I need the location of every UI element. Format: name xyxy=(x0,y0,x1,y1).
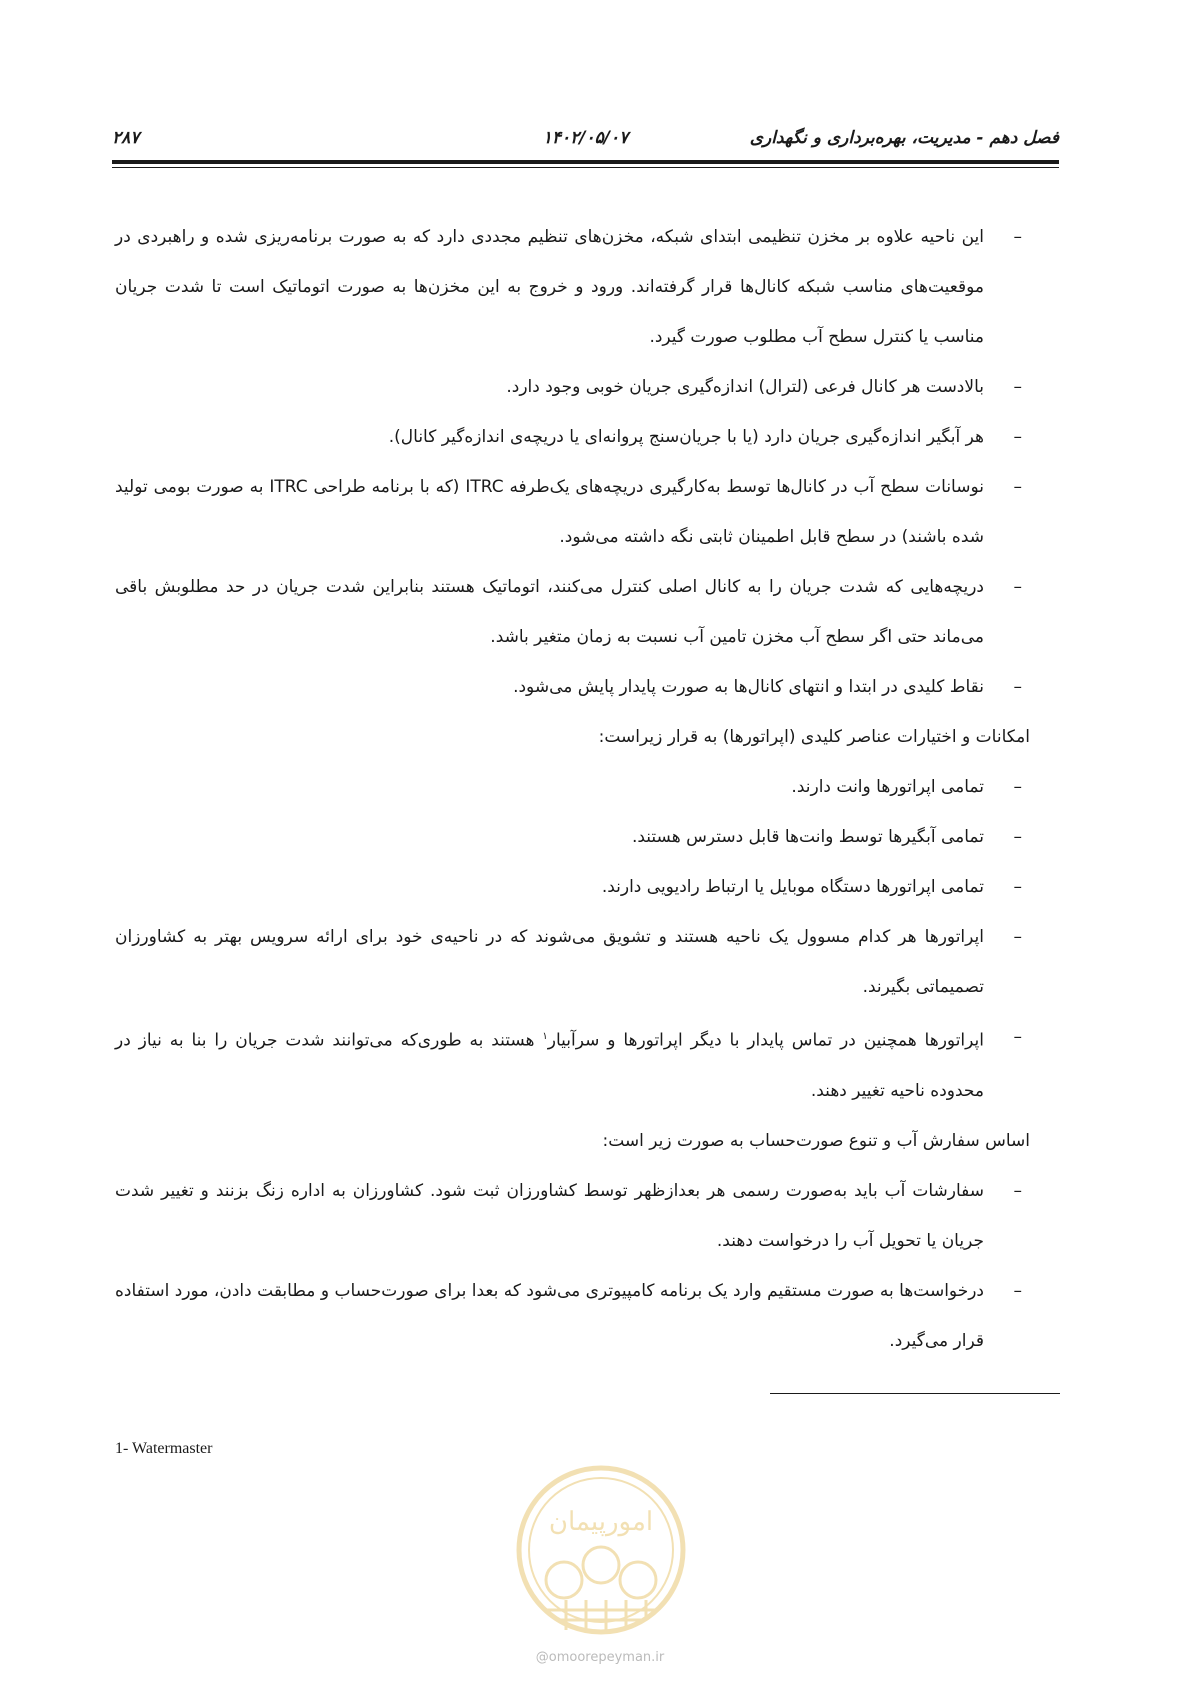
list-item-text: نقاط کلیدی در ابتدا و انتهای کانال‌ها به صورت پایدار پایش می‌شود. xyxy=(513,677,984,697)
list-item-text-end: هستند به طوری‌که می‌توانند شدت جریان را بنا به نیاز در محدوده ناحیه تغییر دهند. xyxy=(115,1030,984,1101)
list-item xyxy=(115,862,1030,912)
bullet-dash: – xyxy=(1013,1027,1022,1047)
document-body xyxy=(115,212,1030,1366)
footnote-rule xyxy=(770,1393,1060,1394)
bullet-dash: – xyxy=(1013,1180,1022,1201)
list-item xyxy=(115,662,1030,712)
list-item-text: تمامی آبگیرها توسط وانت‌ها قابل دسترس هستند. xyxy=(631,827,984,847)
page-header xyxy=(112,128,1059,154)
list-item-text: هر آبگیر اندازه‌گیری جریان دارد (یا با جریان‌سنج پروانه‌ای یا دریچه‌ی اندازه‌گیر کانال). xyxy=(388,427,984,447)
list-item-text: نوسانات سطح آب در کانال‌ها توسط به‌کارگیری دریچه‌های یک‌طرفه ITRC (که با برنامه طراحی ITRC به صورت بومی تولید شده باشند) در سطح قابل اطمینان ثابتی نگه داشته می‌شود. xyxy=(115,477,984,547)
bullet-dash: – xyxy=(1013,577,1022,597)
list-item-text: تمامی اپراتورها وانت دارند. xyxy=(791,777,984,797)
bullet-dash: – xyxy=(1013,377,1022,397)
list-item xyxy=(115,212,1030,362)
watermark-logo-text: امورپیمان xyxy=(548,1507,654,1537)
list-item-text: دریچه‌هایی که شدت جریان را به کانال اصلی کنترل می‌کنند، اتوماتیک هستند بنابراین شدت جریان در حد مطلوبش باقی می‌ماند حتی اگر سطح آب مخزن تامین آب نسبت به زمان متغیر باشد. xyxy=(115,577,984,647)
list-item xyxy=(115,812,1030,862)
list-item xyxy=(115,562,1030,662)
bullet-dash: – xyxy=(1013,477,1022,497)
list-item xyxy=(115,462,1030,562)
watermark-site: @omoorepeyman.ir xyxy=(535,1650,665,1665)
list-item xyxy=(115,912,1030,1012)
footnote-marker: ۱ xyxy=(542,1031,548,1042)
footnote: 1- Watermaster xyxy=(115,1440,213,1457)
list-item-text: اپراتورها هر کدام مسوول یک ناحیه هستند و تشویق می‌شوند که در ناحیه‌ی خود برای ارائه سرویس بهتر به کشاورزان تصمیماتی بگیرند. xyxy=(115,927,984,997)
list-item xyxy=(115,1266,1030,1366)
header-date: ۱۴۰۲/۰۵/۰۷ xyxy=(542,128,629,148)
list-item-text: تمامی اپراتورها دستگاه موبایل یا ارتباط رادیویی دارند. xyxy=(601,877,984,897)
bullet-dash: – xyxy=(1013,827,1022,847)
bullet-dash: – xyxy=(1013,1280,1022,1301)
list-item-text: درخواست‌ها به صورت مستقیم وارد یک برنامه کامپیوتری می‌شود که بعدا برای صورت‌حساب و مطابقت دادن، مورد استفاده قرار می‌گیرد. xyxy=(115,1280,984,1351)
bullet-dash: – xyxy=(1013,427,1022,447)
header-rule-thin xyxy=(112,167,1059,168)
bullet-dash: – xyxy=(1013,777,1022,797)
list-item-text: بالادست هر کانال فرعی (لترال) اندازه‌گیری جریان خوبی وجود دارد. xyxy=(506,377,984,397)
list-item xyxy=(115,1012,1030,1116)
list-item xyxy=(115,412,1030,462)
list-item-text: این ناحیه علاوه بر مخزن تنظیمی ابتدای شبکه، مخزن‌های تنظیم مجددی دارد که به صورت برنامه‌ریزی شده و راهبردی در موقعیت‌های مناسب شبکه کانال‌ها قرار گرفته‌اند. ورود و خروج به این مخزن‌ها به صورت اتوماتیک است تا شدت جریان مناسب یا کنترل سطح آب مطلوب صورت گیرد. xyxy=(115,227,984,347)
list-item-text-start: اپراتورها همچنین در تماس پایدار با دیگر اپراتورها و سرآبیار xyxy=(547,1030,984,1051)
bullet-dash: – xyxy=(1013,877,1022,897)
list-item xyxy=(115,1166,1030,1266)
watermark-logo xyxy=(516,1460,686,1675)
list-item xyxy=(115,762,1030,812)
bullet-dash: – xyxy=(1013,227,1022,247)
list-item-text: سفارشات آب باید به‌صورت رسمی هر بعدازظهر توسط کشاورزان ثبت شود. کشاورزان به اداره زنگ بزنند و تغییر شدت جریان یا تحویل آب را درخواست دهند. xyxy=(115,1180,984,1251)
page-number: ۲۸۷ xyxy=(112,128,140,148)
bullet-dash: – xyxy=(1013,677,1022,697)
paragraph-water-order-intro: اساس سفارش آب و تنوع صورت‌حساب به صورت زیر است: xyxy=(602,1130,1030,1151)
bullet-dash: – xyxy=(1013,927,1022,947)
paragraph-operators-intro: امکانات و اختیارات عناصر کلیدی (اپراتورها) به قرار زیراست: xyxy=(598,727,1030,747)
header-rule-thick xyxy=(112,160,1059,164)
chapter-title: فصل دهم - مدیریت، بهره‌برداری و نگهداری xyxy=(749,128,1059,148)
list-item xyxy=(115,362,1030,412)
